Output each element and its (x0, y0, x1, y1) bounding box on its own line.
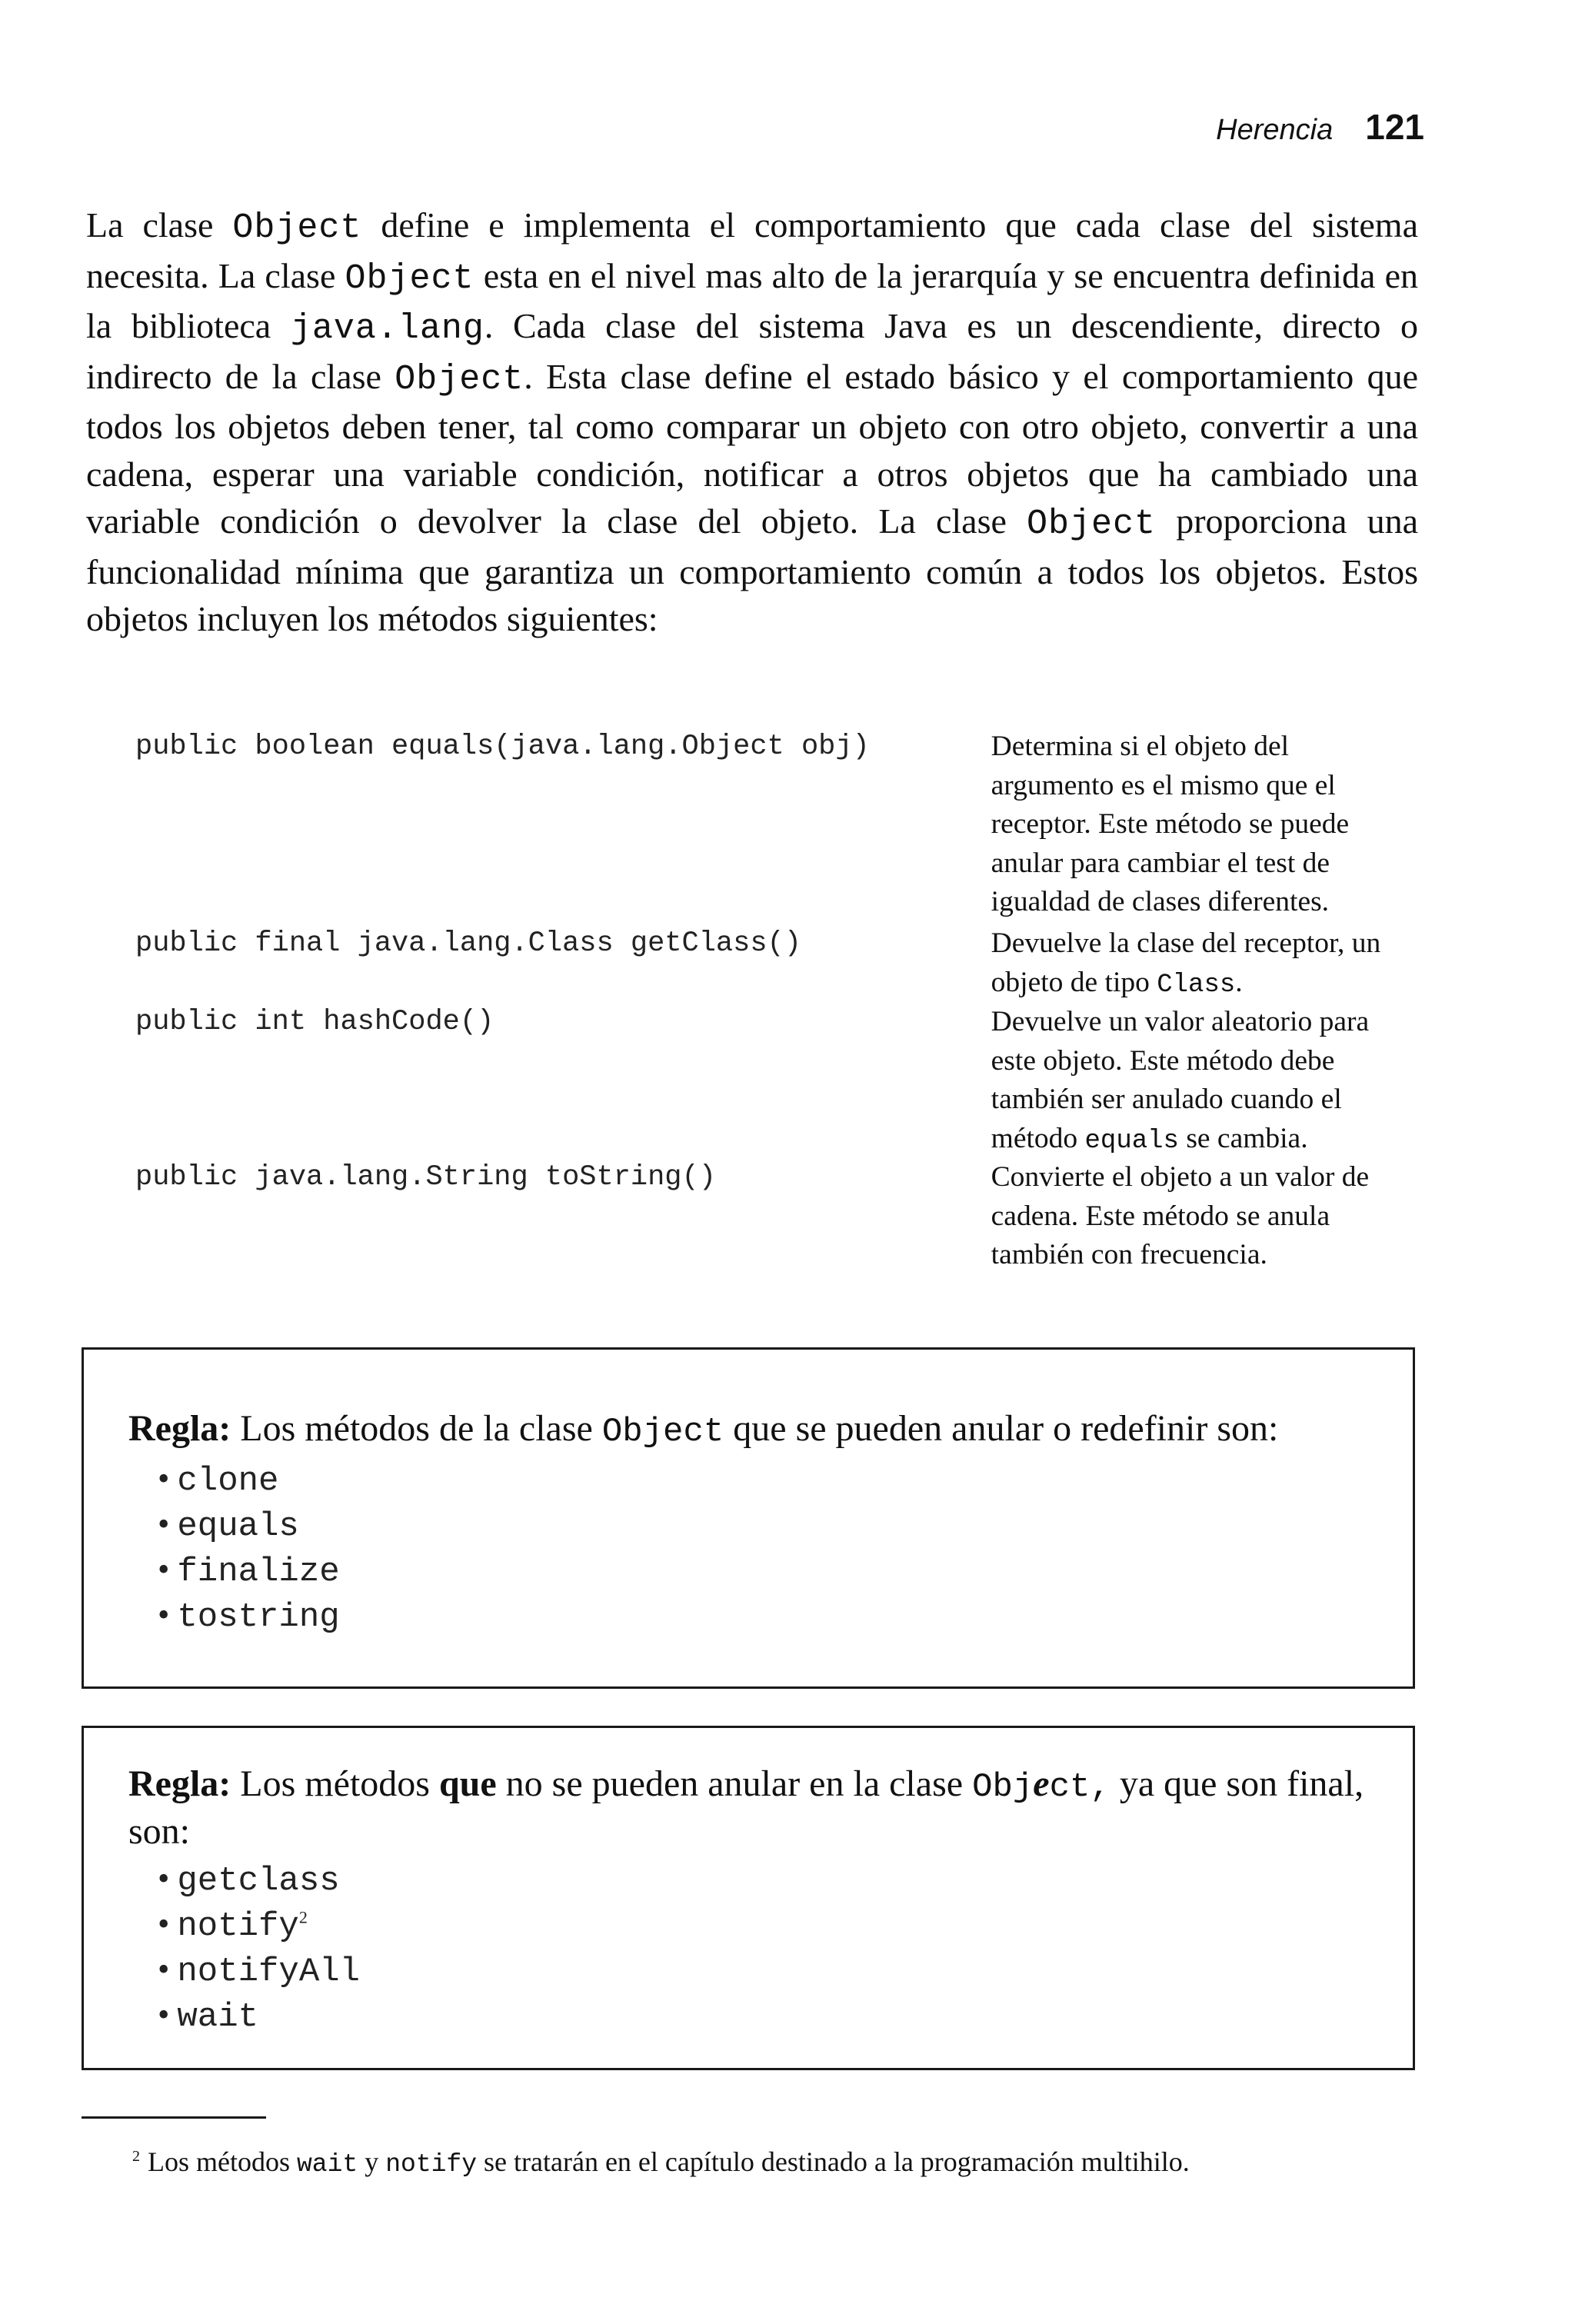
inline-code: Object (1027, 504, 1157, 544)
method-name: tostring (177, 1598, 340, 1636)
bullet-icon: • (158, 1550, 170, 1588)
list-item (158, 1948, 1397, 1993)
list-item (158, 1593, 1397, 1639)
footnote-divider (82, 2116, 266, 2119)
list-item (158, 1503, 1397, 1548)
running-title: Herencia (1216, 114, 1334, 146)
inline-code: Object (345, 258, 474, 298)
method-description-text: se cambia. (1178, 1122, 1308, 1154)
method-row (135, 727, 1418, 924)
inline-code: Obj (972, 1768, 1034, 1806)
method-name: getclass (177, 1862, 340, 1900)
list-item (158, 1857, 1397, 1903)
method-description: Convierte el objeto a un valor de cadena. Este método se anula también con frecuencia. (991, 1161, 1370, 1270)
inline-code: Object (601, 1413, 724, 1451)
list-item (158, 1993, 1397, 2039)
bullet-icon: • (158, 1905, 170, 1943)
method-description: Determina si el objeto del argumento es el mismo que el receptor. Este método se puede anular para cambiar el test de igualdad de clases diferentes. (991, 731, 1350, 917)
inline-code: notify (385, 2150, 478, 2179)
method-name: notify (177, 1907, 299, 1946)
method-signature: public final java.lang.Class getClass() (135, 927, 801, 960)
footnote-reference: 2 (298, 1907, 308, 1927)
footnote (132, 2144, 1424, 2182)
inline-code: Class (1157, 970, 1236, 1000)
method-name: notifyAll (177, 1953, 361, 1991)
method-signature: public java.lang.String toString() (135, 1161, 716, 1194)
inline-code: equals (1084, 1126, 1179, 1156)
intro-text: define e implementa el comportamiento que cada clase del sistema necesita. La clase (86, 205, 1419, 295)
rule-sentence: que se pueden anular o redefinir son: (724, 1408, 1279, 1449)
bullet-icon: • (158, 1996, 170, 2033)
rule-box-overridable (82, 1347, 1415, 1689)
bullet-icon: • (158, 1460, 170, 1497)
inline-code: Object (232, 208, 362, 248)
footnote-text: Los métodos (148, 2146, 297, 2177)
rule-sentence: Los métodos (231, 1763, 439, 1804)
rule-method-list (128, 1857, 1397, 2039)
rule-box-final (82, 1726, 1415, 2070)
inline-code: Object (395, 359, 524, 399)
list-item (158, 1457, 1397, 1503)
bullet-icon: • (158, 1596, 170, 1633)
method-signature: public int hashCode() (135, 1006, 494, 1038)
method-name: equals (177, 1507, 299, 1546)
inline-code: java.lang (290, 309, 484, 348)
rule-label: Regla: (128, 1408, 231, 1449)
inline-code: wait (297, 2150, 358, 2179)
method-row (135, 1003, 1418, 1158)
rule-sentence: Los métodos de la clase (231, 1408, 602, 1449)
rule-emphasis: que (438, 1763, 497, 1804)
footnote-text: y (358, 2146, 386, 2177)
method-row (135, 924, 1418, 1003)
page-number: 121 (1365, 107, 1424, 147)
rule-sentence: ya que son final, son: (128, 1763, 1364, 1852)
intro-text: proporciona una funcionalidad mínima que garantiza un comportamiento común a todos los objetos. Estos objetos incluyen los métodos siguientes: (86, 501, 1418, 638)
method-signature: public boolean equals(java.lang.Object obj) (135, 731, 870, 763)
method-name: wait (177, 1998, 259, 2036)
list-item (158, 1903, 1397, 1948)
bullet-icon: • (158, 1860, 170, 1897)
method-row (135, 1158, 1418, 1275)
bullet-icon: • (158, 1505, 170, 1543)
rule-method-list (128, 1457, 1397, 1639)
method-name: clone (177, 1462, 279, 1500)
method-name: finalize (177, 1553, 340, 1591)
footnote-marker: 2 (132, 2148, 140, 2165)
method-description-text: Devuelve la clase del receptor, un objeto de tipo (991, 927, 1381, 998)
intro-text: . Cada clase del sistema Java es un descendiente, directo o indirecto de la clase (86, 306, 1418, 396)
bullet-icon: • (158, 1950, 170, 1988)
rule-text (128, 1407, 1397, 1639)
rule-sentence: no se pueden anular en la clase (496, 1763, 973, 1804)
intro-text: La clase (86, 205, 233, 245)
rule-label: Regla: (128, 1763, 231, 1804)
inline-code: ct, (1049, 1768, 1110, 1806)
footnote-text: se tratarán en el capítulo destinado a la programación multihilo. (477, 2146, 1190, 2177)
intro-paragraph (86, 201, 1418, 643)
running-header (1216, 106, 1424, 148)
method-description (991, 924, 1418, 1004)
method-description-text: Devuelve un valor aleatorio para este objeto. Este método debe también ser anulado cuando el método (991, 1006, 1370, 1154)
intro-text: esta en el nivel mas alto de la jerarquía y se encuentra definida en la biblioteca (86, 255, 1419, 345)
inline-code-emphasis: e (1033, 1763, 1050, 1804)
list-item (158, 1548, 1397, 1593)
methods-table (135, 727, 1418, 1275)
intro-text: . Esta clase define el estado básico y el comportamiento que todos los objetos deben tener, tal como comparar un objeto con otro objeto, convertir a una cadena, esperar una variable condición, notificar a otros objetos que ha cambiado una variable condición o devolver la clase del objeto. La clase (86, 356, 1418, 541)
method-description-text: . (1235, 966, 1243, 998)
rule-text (128, 1762, 1397, 2039)
method-description (991, 1003, 1418, 1160)
